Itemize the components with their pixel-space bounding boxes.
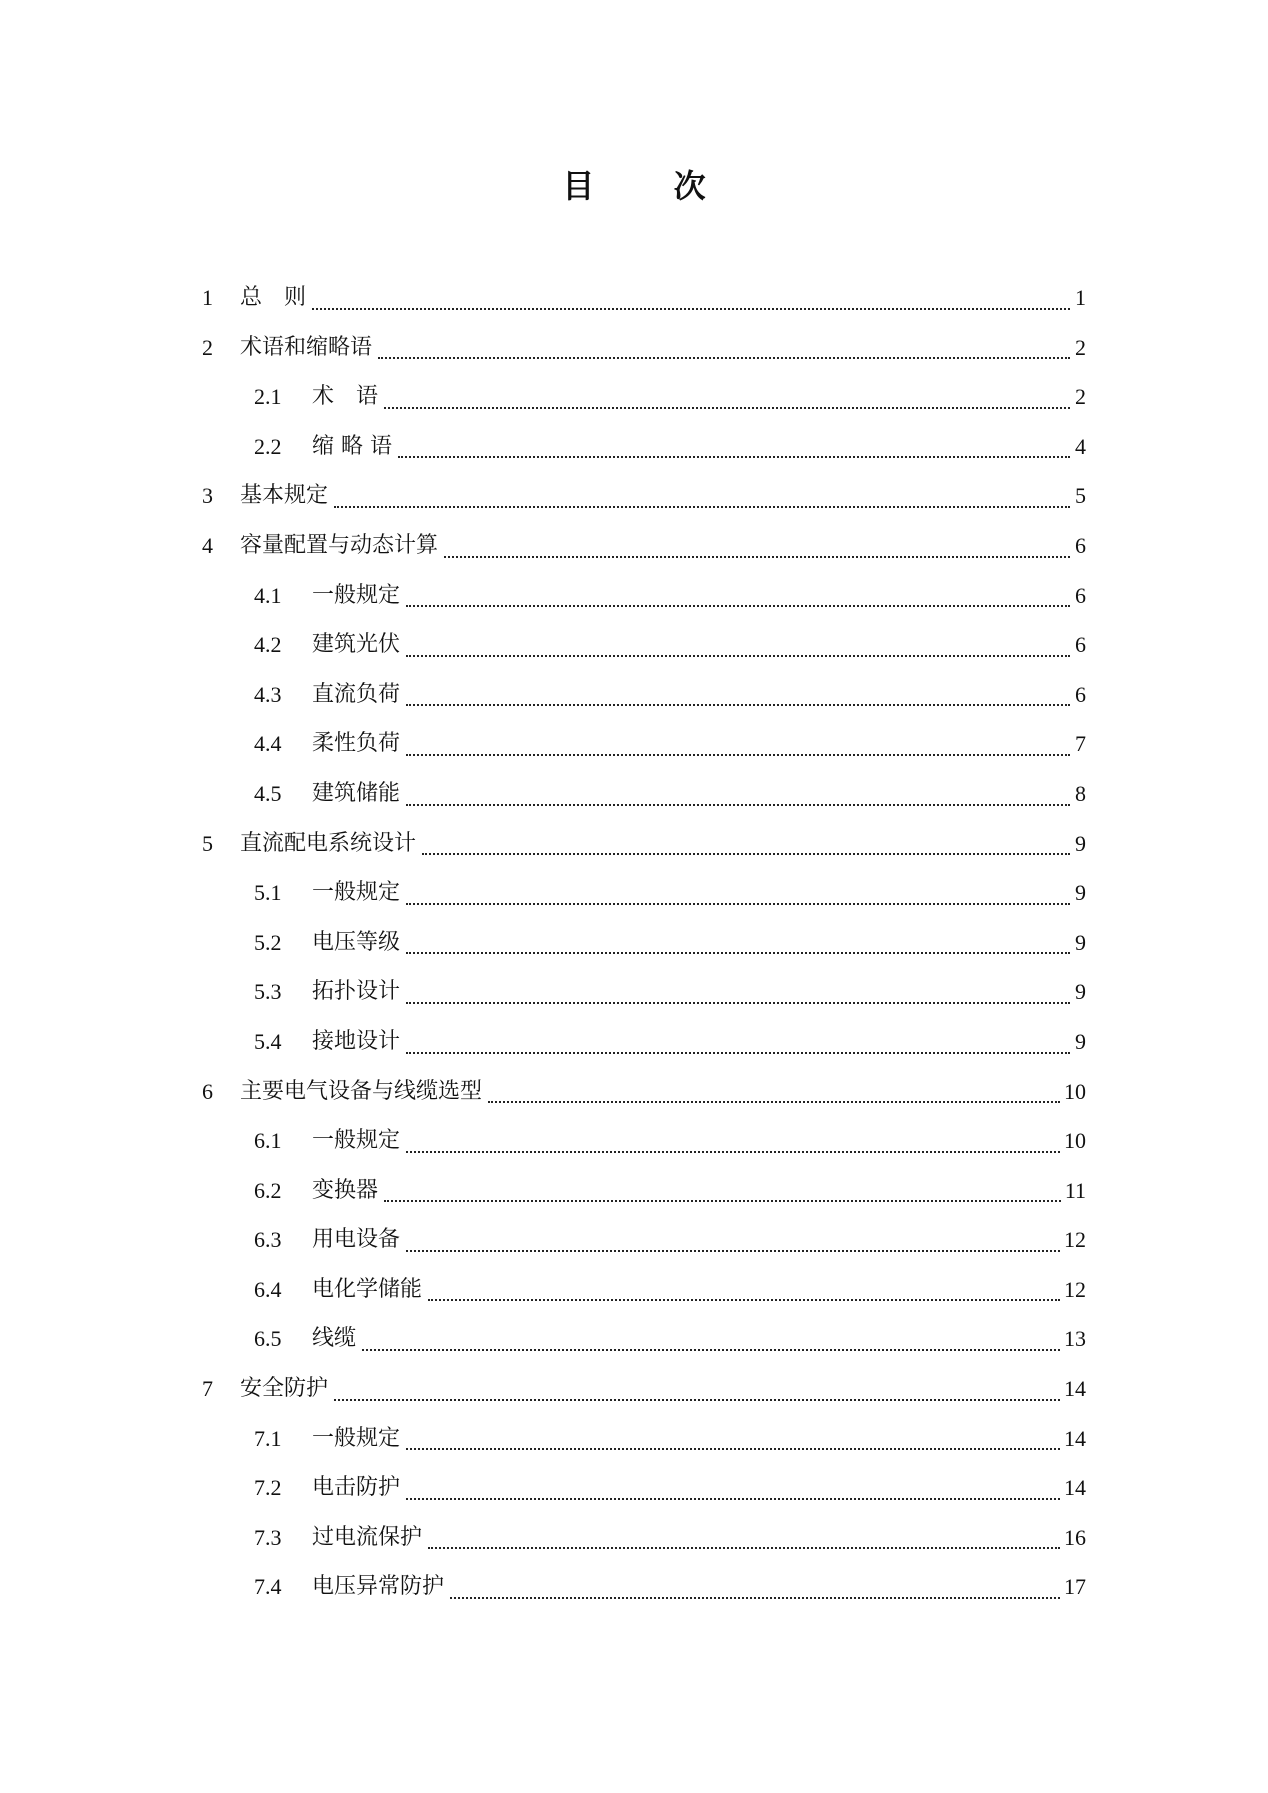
toc-entry-number: 6.3: [254, 1227, 282, 1253]
toc-entry-page-number: 14: [1064, 1376, 1086, 1402]
toc-entry-4-5[interactable]: [202, 769, 1086, 819]
toc-entry-5-2[interactable]: [202, 918, 1086, 968]
toc-entry-title: 一般规定: [312, 582, 401, 608]
toc-entry-4-4[interactable]: [202, 719, 1086, 769]
toc-entry-page-number: 14: [1064, 1475, 1086, 1501]
toc-entry-title: 线缆: [312, 1326, 357, 1352]
toc-entry-number: 7.4: [254, 1574, 282, 1600]
toc-entry-title: 一般规定: [312, 1425, 401, 1451]
toc-entry-title: 电压异常防护: [312, 1574, 445, 1600]
dot-leader: [406, 1249, 1060, 1252]
table-of-contents: [202, 273, 1086, 1612]
toc-entry-title: 术语和缩略语: [240, 334, 373, 360]
toc-entry-number: 5.1: [254, 880, 282, 906]
dot-leader: [334, 505, 1070, 508]
toc-entry-title: 电击防护: [312, 1475, 401, 1501]
toc-entry-6-2[interactable]: [202, 1166, 1086, 1216]
toc-entry-page-number: 2: [1075, 334, 1086, 360]
toc-entry-2-2[interactable]: [202, 422, 1086, 472]
toc-entry-page-number: 5: [1075, 483, 1086, 509]
dot-leader: [406, 803, 1070, 806]
toc-entry-6-1[interactable]: [202, 1116, 1086, 1166]
dot-leader: [334, 1398, 1060, 1401]
toc-entry-number: 6.1: [254, 1128, 282, 1154]
toc-entry-title: 安全防护: [240, 1376, 329, 1402]
dot-leader: [378, 356, 1070, 359]
toc-entry-number: 7.3: [254, 1524, 282, 1550]
toc-entry-2-1[interactable]: [202, 372, 1086, 422]
toc-entry-5-4[interactable]: [202, 1017, 1086, 1067]
toc-entry-number: 6.5: [254, 1326, 282, 1352]
dot-leader: [406, 703, 1070, 706]
toc-entry-number: 7.2: [254, 1475, 282, 1501]
toc-entry-title: 容量配置与动态计算: [240, 532, 439, 558]
toc-entry-title: 一般规定: [312, 880, 401, 906]
toc-entry-title: 缩 略 语: [312, 433, 392, 459]
toc-entry-page-number: 9: [1075, 929, 1086, 955]
toc-entry-page-number: 12: [1064, 1276, 1086, 1302]
toc-entry-page-number: 11: [1064, 1177, 1086, 1203]
dot-leader: [406, 902, 1070, 905]
toc-entry-number: 4.1: [254, 582, 282, 608]
toc-entry-number: 4.5: [254, 780, 282, 806]
dot-leader: [428, 1298, 1060, 1301]
toc-entry-4-3[interactable]: [202, 670, 1086, 720]
toc-entry-number: 6.2: [254, 1177, 282, 1203]
toc-entry-page-number: 6: [1075, 582, 1086, 608]
dot-leader: [428, 1546, 1060, 1549]
toc-entry-7-2[interactable]: [202, 1463, 1086, 1513]
toc-entry-title: 基本规定: [240, 483, 329, 509]
toc-entry-title: 一般规定: [312, 1128, 401, 1154]
toc-entry-title: 电压等级: [312, 929, 401, 955]
toc-entry-number: 5.2: [254, 929, 282, 955]
dot-leader: [406, 1001, 1070, 1004]
toc-entry-7[interactable]: [202, 1364, 1086, 1414]
toc-entry-page-number: 9: [1075, 979, 1086, 1005]
dot-leader: [450, 1596, 1060, 1599]
dot-leader: [362, 1348, 1060, 1351]
toc-entry-7-3[interactable]: [202, 1513, 1086, 1563]
toc-entry-page-number: 1: [1075, 285, 1086, 310]
toc-entry-number: 3: [202, 483, 213, 509]
toc-entry-number: 5: [202, 830, 213, 856]
toc-entry-5-1[interactable]: [202, 868, 1086, 918]
toc-entry-number: 2.2: [254, 433, 282, 459]
toc-entry-title: 柔性负荷: [312, 731, 401, 757]
toc-entry-title: 建筑储能: [312, 780, 401, 806]
toc-entry-page-number: 4: [1075, 433, 1086, 459]
dot-leader: [406, 1051, 1070, 1054]
dot-leader: [488, 1100, 1060, 1103]
toc-entry-title: 用电设备: [312, 1227, 401, 1253]
toc-entry-title: 总 则: [240, 285, 307, 310]
dot-leader: [406, 951, 1070, 954]
dot-leader: [384, 406, 1070, 409]
toc-entry-7-1[interactable]: [202, 1414, 1086, 1464]
dot-leader: [312, 307, 1070, 310]
dot-leader: [406, 1150, 1060, 1153]
toc-entry-3[interactable]: [202, 471, 1086, 521]
toc-entry-page-number: 10: [1064, 1128, 1086, 1154]
dot-leader: [406, 1447, 1060, 1450]
dot-leader: [398, 455, 1070, 458]
toc-entry-number: 4.2: [254, 632, 282, 658]
toc-entry-number: 2: [202, 334, 213, 360]
toc-entry-number: 4.3: [254, 681, 282, 707]
toc-entry-6-3[interactable]: [202, 1215, 1086, 1265]
toc-entry-page-number: 6: [1075, 632, 1086, 658]
toc-entry-number: 6.4: [254, 1276, 282, 1302]
toc-entry-number: 7.1: [254, 1425, 282, 1451]
toc-entry-number: 4.4: [254, 731, 282, 757]
toc-entry-page-number: 17: [1064, 1574, 1086, 1600]
toc-entry-4[interactable]: [202, 521, 1086, 571]
page-title: 目 次: [562, 167, 740, 205]
toc-entry-number: 5.4: [254, 1028, 282, 1054]
toc-entry-page-number: 6: [1075, 532, 1086, 558]
toc-entry-title: 变换器: [312, 1177, 379, 1203]
toc-entry-7-4[interactable]: [202, 1562, 1086, 1612]
toc-entry-page-number: 10: [1064, 1078, 1086, 1104]
dot-leader: [406, 1497, 1060, 1500]
dot-leader: [384, 1199, 1061, 1202]
dot-leader: [444, 555, 1070, 558]
toc-entry-6[interactable]: [202, 1067, 1086, 1117]
dot-leader: [406, 654, 1070, 657]
toc-entry-page-number: 13: [1064, 1326, 1086, 1352]
toc-entry-page-number: 6: [1075, 681, 1086, 707]
toc-entry-title: 直流配电系统设计: [240, 830, 417, 856]
toc-entry-number: 4: [202, 532, 213, 558]
toc-entry-5-3[interactable]: [202, 967, 1086, 1017]
toc-entry-page-number: 8: [1075, 780, 1086, 806]
toc-entry-6-4[interactable]: [202, 1265, 1086, 1315]
toc-entry-5[interactable]: [202, 819, 1086, 869]
toc-entry-page-number: 2: [1075, 384, 1086, 410]
dot-leader: [406, 604, 1070, 607]
toc-entry-1[interactable]: [202, 273, 1086, 323]
toc-entry-page-number: 12: [1064, 1227, 1086, 1253]
toc-entry-number: 7: [202, 1376, 213, 1402]
toc-entry-page-number: 16: [1064, 1524, 1086, 1550]
dot-leader: [422, 852, 1070, 855]
toc-entry-title: 电化学储能: [312, 1276, 423, 1302]
toc-entry-title: 接地设计: [312, 1028, 401, 1054]
toc-entry-title: 过电流保护: [312, 1524, 423, 1550]
toc-entry-title: 拓扑设计: [312, 979, 401, 1005]
toc-entry-number: 2.1: [254, 384, 282, 410]
toc-entry-4-1[interactable]: [202, 571, 1086, 621]
toc-entry-title: 主要电气设备与线缆选型: [240, 1078, 483, 1104]
toc-entry-title: 术 语: [312, 384, 379, 410]
toc-entry-title: 直流负荷: [312, 681, 401, 707]
toc-entry-number: 6: [202, 1078, 213, 1104]
toc-entry-title: 建筑光伏: [312, 632, 401, 658]
toc-entry-4-2[interactable]: [202, 620, 1086, 670]
dot-leader: [406, 753, 1070, 756]
toc-entry-page-number: 14: [1064, 1425, 1086, 1451]
toc-entry-page-number: 9: [1075, 830, 1086, 856]
toc-entry-page-number: 7: [1075, 731, 1086, 757]
toc-entry-number: 1: [202, 285, 213, 310]
toc-entry-2[interactable]: [202, 323, 1086, 373]
toc-entry-number: 5.3: [254, 979, 282, 1005]
toc-entry-page-number: 9: [1075, 880, 1086, 906]
toc-entry-page-number: 9: [1075, 1028, 1086, 1054]
toc-entry-6-5[interactable]: [202, 1314, 1086, 1364]
